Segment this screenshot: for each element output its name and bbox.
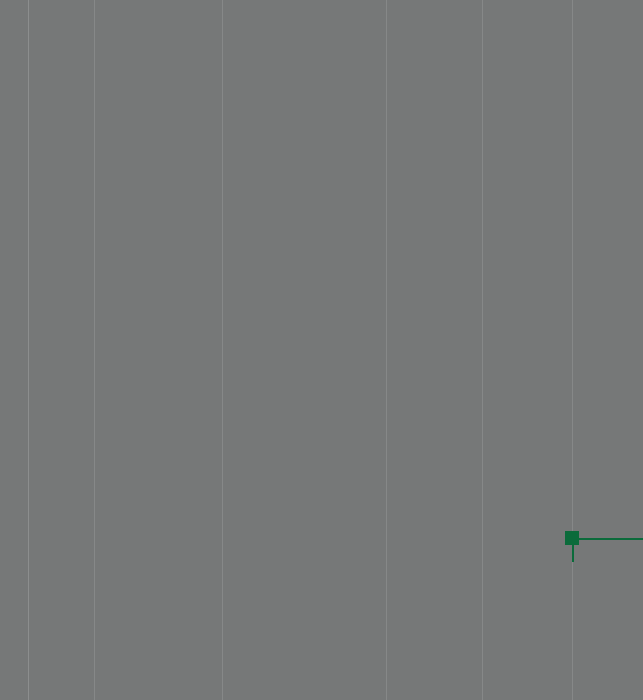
selected-cell-outline[interactable] bbox=[572, 538, 643, 562]
selection-drag-handle[interactable] bbox=[565, 531, 579, 545]
